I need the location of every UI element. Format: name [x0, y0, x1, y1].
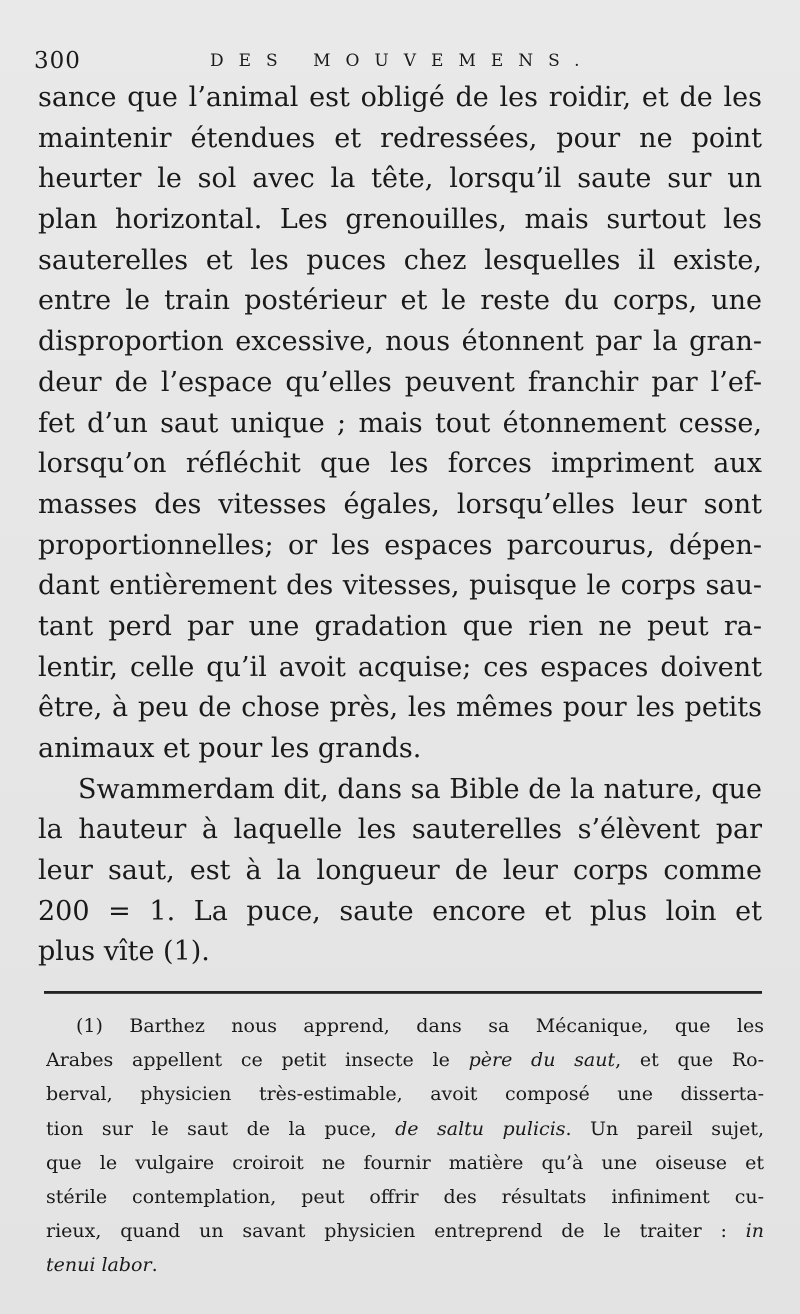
footnote-text: tion sur le saut de la puce, — [46, 1117, 396, 1140]
footnote-text: . — [151, 1254, 158, 1277]
text-line: fet d’un saut unique ; mais tout étonnement cesse, — [38, 407, 762, 439]
footnote-italic: de saltu pulicis — [395, 1117, 566, 1140]
page-number: 300 — [34, 48, 81, 74]
footnote-line: berval, physicien très-estimable, avoit composé une disserta- — [46, 1083, 764, 1106]
footnote-italic: père du saut — [468, 1049, 616, 1072]
running-title: DES MOUVEMENS. — [210, 51, 595, 71]
text-line: 200 = 1. La puce, saute encore et plus loin et — [38, 895, 762, 927]
text-line: lorsqu’on réfléchit que les forces impriment aux — [38, 448, 762, 480]
text-line: sance que l’animal est obligé de les roidir, et de les — [38, 82, 762, 113]
page-header — [34, 44, 764, 78]
footnote-line — [46, 1248, 764, 1282]
footnote-italic: tenui labor — [46, 1254, 152, 1277]
text-line: animaux et pour les grands. — [38, 733, 422, 764]
text-line: heurter le sol avec la tête, lorsqu’il saute sur un — [38, 163, 762, 195]
text-line: leur saut, est à la longueur de leur corps comme — [38, 855, 762, 887]
text-line: être, à peu de chose près, les mêmes pour les petits — [38, 692, 762, 724]
text-line: proportionnelles; or les espaces parcourus, dépen- — [38, 529, 762, 561]
text-line: dant entièrement des vitesses, puisque le corps sau- — [38, 570, 762, 602]
footnote-line: que le vulgaire croiroit ne fournir matière qu’à une oiseuse et — [46, 1151, 764, 1174]
text-line: masses des vitesses égales, lorsqu’elles leur sont — [38, 488, 762, 520]
text-line: plan horizontal. Les grenouilles, mais surtout les — [38, 204, 762, 236]
footnote-text: , et que Ro- — [615, 1049, 764, 1072]
text-line: plus vîte (1). — [38, 936, 210, 968]
text-line: la hauteur à laquelle les sauterelles s’élèvent par — [38, 814, 762, 846]
text-line: entre le train postérieur et le reste du corps, une — [38, 285, 762, 317]
text-line: Swammerdam dit, dans sa Bible de la nature, que — [78, 773, 762, 805]
footnote-line — [46, 1043, 764, 1077]
text-line: sauterelles et les puces chez lesquelles il existe, — [38, 244, 762, 276]
footnote-line: (1) Barthez nous apprend, dans sa Mécanique, que les — [76, 1015, 764, 1037]
footnote-line — [46, 1112, 764, 1146]
text-line: maintenir étendues et redressées, pour ne point — [38, 122, 762, 154]
footnote-text: Arabes appellent ce petit insecte le — [46, 1049, 469, 1072]
text-line: tant perd par une gradation que rien ne peut ra- — [38, 610, 762, 642]
text-line: disproportion excessive, nous étonnent par la gran- — [38, 326, 762, 358]
footnote — [46, 1009, 764, 1283]
footnote-text: rieux, quand un savant physicien entreprend de le traiter : — [46, 1220, 746, 1243]
footnote-line — [46, 1214, 764, 1248]
main-text — [38, 78, 762, 973]
text-line: deur de l’espace qu’elles peuvent franchir par l’ef- — [38, 366, 762, 398]
footnote-italic: in — [745, 1220, 764, 1243]
text-line: lentir, celle qu’il avoit acquise; ces espaces doivent — [38, 651, 762, 683]
footnote-line: stérile contemplation, peut offrir des résultats infiniment cu- — [46, 1185, 764, 1208]
footnote-text: . Un pareil sujet, — [565, 1117, 764, 1140]
footnote-rule — [44, 991, 762, 994]
